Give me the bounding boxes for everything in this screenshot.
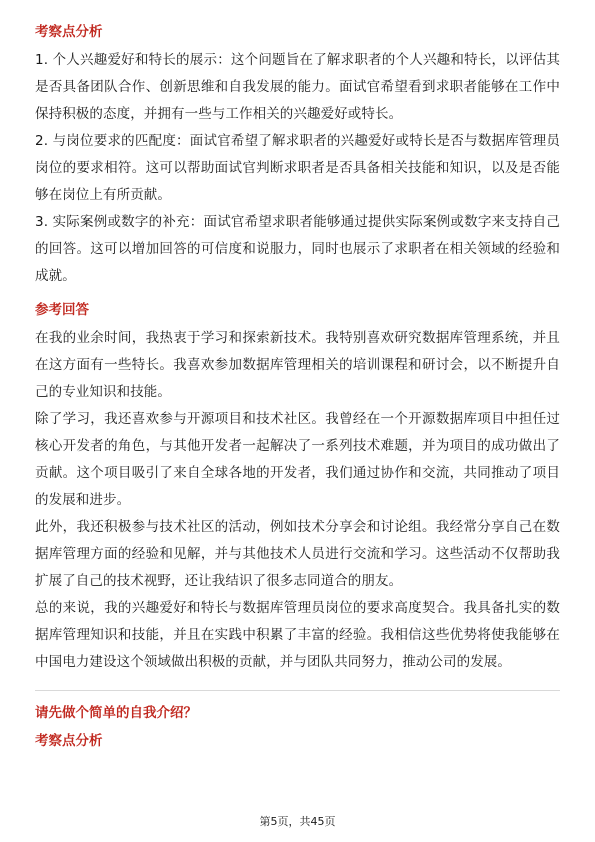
next-analysis-heading: 考察点分析 <box>35 733 103 749</box>
section-gap <box>35 290 560 300</box>
section-divider <box>35 690 560 691</box>
analysis-point-1: 1. 个人兴趣爱好和特长的展示：这个问题旨在了解求职者的个人兴趣和特长，以评估其是否具备团队合作、创新思维和自我发展的能力。面试官希望看到求职者能够在工作中保持积极的态度，并拥有一些与工作相关的兴趣爱好或特长。 <box>35 52 560 122</box>
page-number-footer: 第5页，共45页 <box>259 815 336 828</box>
answer-paragraph-3: 此外，我还积极参与技术社区的活动，例如技术分享会和讨论组。我经常分享自己在数据库管理方面的经验和见解，并与其他技术人员进行交流和学习。这些活动不仅帮助我扩展了自己的技术视野，还让我结识了很多志同道合的朋友。 <box>35 519 560 589</box>
answer-paragraph-1: 在我的业余时间，我热衷于学习和探索新技术。我特别喜欢研究数据库管理系统，并且在这方面有一些特长。我喜欢参加数据库管理相关的培训课程和研讨会，以不断提升自己的专业知识和技能。 <box>35 330 560 400</box>
answer-paragraph-4: 总的来说，我的兴趣爱好和特长与数据库管理员岗位的要求高度契合。我具备扎实的数据库管理知识和技能，并且在实践中积累了丰富的经验。我相信这些优势将使我能够在中国电力建设这个领域做出积极的贡献，并与团队共同努力，推动公司的发展。 <box>35 600 560 670</box>
answer-paragraph-2: 除了学习，我还喜欢参与开源项目和技术社区。我曾经在一个开源数据库项目中担任过核心开发者的角色，与其他开发者一起解决了一系列技术难题，并为项目的成功做出了贡献。这个项目吸引了来自全球各地的开发者，我们通过协作和交流，共同推动了项目的发展和进步。 <box>35 411 560 508</box>
reference-answer-heading: 参考回答 <box>35 302 89 318</box>
next-question: 请先做个简单的自我介绍？ <box>35 705 197 721</box>
analysis-point-2: 2. 与岗位要求的匹配度：面试官希望了解求职者的兴趣爱好或特长是否与数据库管理员岗位的要求相符。这可以帮助面试官判断求职者是否具备相关技能和知识，以及是否能够在岗位上有所贡献。 <box>35 133 560 203</box>
page-content <box>35 22 560 756</box>
analysis-heading: 考察点分析 <box>35 24 103 40</box>
analysis-point-3: 3. 实际案例或数字的补充：面试官希望求职者能够通过提供实际案例或数字来支持自己的回答。这可以增加回答的可信度和说服力，同时也展示了求职者在相关领域的经验和成就。 <box>35 214 560 284</box>
